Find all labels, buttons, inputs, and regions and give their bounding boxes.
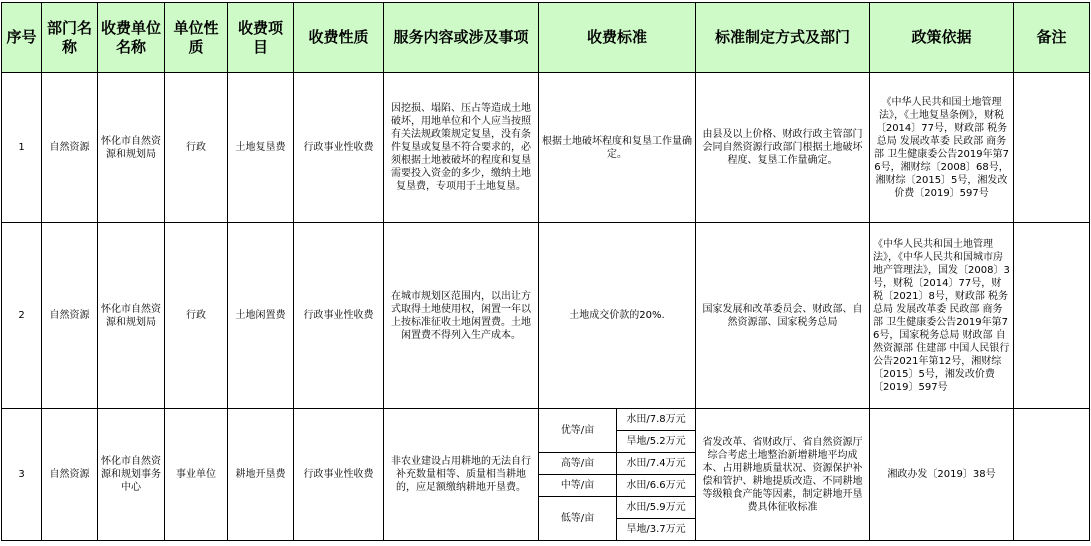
table-row <box>2 409 1090 431</box>
grade-value: 旱地/5.2万元 <box>617 431 696 453</box>
cell-nature: 行政 <box>165 73 228 223</box>
cell-remark <box>1014 409 1090 541</box>
cell-dept: 自然资源 <box>42 73 98 223</box>
header-method: 标准制定方式及部门 <box>696 3 870 73</box>
grade-label: 低等/亩 <box>539 497 617 541</box>
table-row <box>2 73 1090 223</box>
header-standard: 收费标准 <box>539 3 696 73</box>
grade-value: 旱地/3.7万元 <box>617 519 696 541</box>
cell-nature: 事业单位 <box>165 409 228 541</box>
header-item: 收费项目 <box>228 3 294 73</box>
header-policy: 政策依据 <box>870 3 1014 73</box>
cell-method: 由县及以上价格、财政行政主管部门会同自然资源行政部门根据土地破坏程度、复垦工作量确定。 <box>696 73 870 223</box>
cell-dept: 自然资源 <box>42 409 98 541</box>
cell-no: 1 <box>2 73 42 223</box>
cell-fee-nature: 行政事业性收费 <box>294 223 384 409</box>
cell-method: 国家发展和改革委员会、财政部、自然资源部、国家税务总局 <box>696 223 870 409</box>
header-no: 序号 <box>2 3 42 73</box>
cell-content: 因挖损、塌陷、压占等造成土地破坏，用地单位和个人应当按照有关法规政策规定复垦，没有条件复垦或复垦不符合要求的，必须根据土地被破坏的程度和复垦需要投入资金的多少，缴纳土地复垦费，专项用于土地复垦。 <box>384 73 539 223</box>
cell-no: 3 <box>2 409 42 541</box>
table-row <box>2 223 1090 409</box>
header-remark: 备注 <box>1014 3 1090 73</box>
cell-no: 2 <box>2 223 42 409</box>
cell-remark <box>1014 223 1090 409</box>
header-row <box>2 3 1090 73</box>
grade-label: 优等/亩 <box>539 409 617 453</box>
grade-label: 高等/亩 <box>539 453 617 475</box>
cell-standard: 土地成交价款的20%. <box>539 223 696 409</box>
cell-unit: 怀化市自然资源和规划事务中心 <box>98 409 165 541</box>
header-nature: 单位性质 <box>165 3 228 73</box>
grade-value: 水田/7.8万元 <box>617 409 696 431</box>
cell-item: 土地闲置费 <box>228 223 294 409</box>
cell-dept: 自然资源 <box>42 223 98 409</box>
cell-item: 耕地开垦费 <box>228 409 294 541</box>
cell-policy: 《中华人民共和国土地管理法》，《土地复垦条例》，财税〔2014〕77号，财政部 税务总局 发展改革委 民政部 商务部 卫生健康委公告2019年第76号，湘财综〔2008〕68号，湘财综〔2015〕5号，湘发改价费〔2019〕597号 <box>870 73 1014 223</box>
header-dept: 部门名称 <box>42 3 98 73</box>
fee-table <box>1 2 1090 541</box>
header-content: 服务内容或涉及事项 <box>384 3 539 73</box>
cell-fee-nature: 行政事业性收费 <box>294 73 384 223</box>
grade-value: 水田/6.6万元 <box>617 475 696 497</box>
cell-unit: 怀化市自然资源和规划局 <box>98 73 165 223</box>
cell-policy: 湘政办发〔2019〕38号 <box>870 409 1014 541</box>
cell-remark <box>1014 73 1090 223</box>
grade-label: 中等/亩 <box>539 475 617 497</box>
cell-nature: 行政 <box>165 223 228 409</box>
grade-value: 水田/5.9万元 <box>617 497 696 519</box>
grade-value: 水田/7.4万元 <box>617 453 696 475</box>
cell-item: 土地复垦费 <box>228 73 294 223</box>
cell-unit: 怀化市自然资源和规划局 <box>98 223 165 409</box>
cell-policy: 《中华人民共和国土地管理法》，《中华人民共和国城市房地产管理法》，国发〔2008〕3号，财税〔2014〕77号，财税〔2021〕8号，财政部 税务总局 发展改革委 民政部 商务部 卫生健康委公告2019年第76号，国家税务总局 财政部 自然资源部 住建部 中国人民银行公告2021年第12号，湘财综〔2015〕5号，湘发改价费〔2019〕597号 <box>870 223 1014 409</box>
header-unit: 收费单位名称 <box>98 3 165 73</box>
cell-standard: 根据土地破坏程度和复垦工作量确定。 <box>539 73 696 223</box>
cell-content: 非农业建设占用耕地的无法自行补充数量相等、质量相当耕地的，应足额缴纳耕地开垦费。 <box>384 409 539 541</box>
cell-method: 省发改革、省财政厅、省自然资源厅综合考虑土地整治新增耕地平均成本、占用耕地质量状况、资源保护补偿和管护、耕地提质改造、不同耕地等级粮食产能等因素，制定耕地开垦费具体征收标准 <box>696 409 870 541</box>
cell-fee-nature: 行政事业性收费 <box>294 409 384 541</box>
cell-content: 在城市规划区范围内，以出让方式取得土地使用权，闲置一年以上按标准征收土地闲置费。土地闲置费不得列入生产成本。 <box>384 223 539 409</box>
header-fee-nature: 收费性质 <box>294 3 384 73</box>
